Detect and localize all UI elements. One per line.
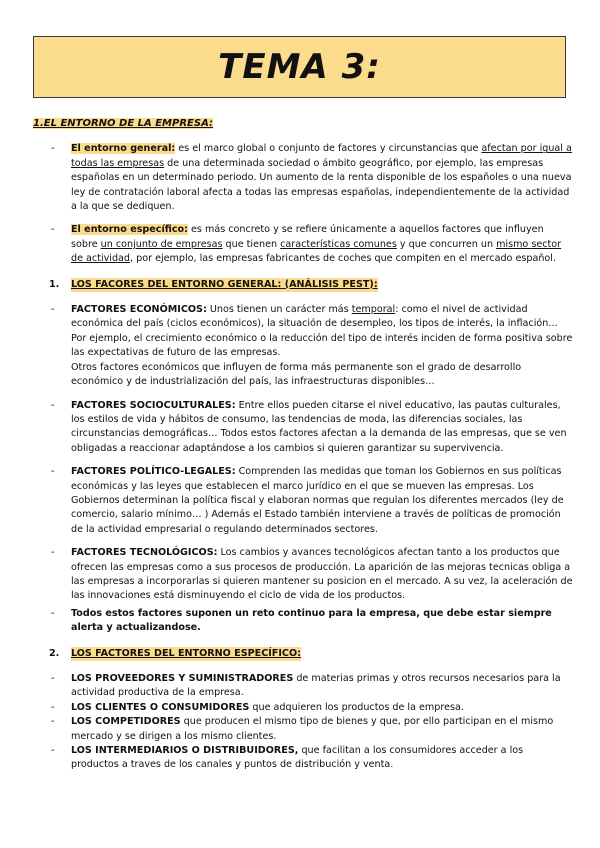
section-3-list [33,672,573,773]
list-item: - FACTORES TECNOLÓGICOS: Los cambios y avances tecnológicos afectan tanto a los productos que ofrecen las empresas como a sus procesos de producción. La aparición de las mejoras tecnicas obliga a las empresas a incorporarlas si quieren mantener su posicion en el mercado. A su vez, la aceleración de las innovaciones está disminuyendo el ciclo de vida de los productos. [51,547,573,602]
list-item: - FACTORES POLÍTICO-LEGALES: Comprenden las medidas que toman los Gobiernos en sus políticas económicas y las leyes que establecen el marco jurídico en el que se mueven las empresas. Los Gobiernos determinan la política fiscal y elaboran normas que regulan los diferentes mercados (ley de comercio, salario mínimo… ) Además el Estado también interviene a través de políticas de promoción de la actividad empresarial o regulando determinados sectores. [51,466,564,535]
list-item: - LOS PROVEEDORES Y SUMINISTRADORES de materias primas y otros recursos necesarios para la actividad productiva de la empresa. [51,673,561,699]
list-item: - Todos estos factores suponen un reto continuo para la empresa, que debe estar siempre alerta y actualizandose. [51,607,552,634]
section-2-heading: 1. LOS FACORES DEL ENTORNO GENERAL: (ANÁLISIS PEST): [49,278,573,292]
document-body [33,117,573,773]
title-banner [33,36,566,98]
section-1-list [33,142,573,266]
list-item: - El entorno general: es el marco global o conjunto de factores y circunstancias que afectan por igual a todas las empresas de una determinada sociedad o ámbito geográfico, por ejemplo, las empresas españolas en un determinado periodo. Un aumento de la renta disponible de los españoles o una nueva ley de contratación laboral afecta a todas las empresas españolas, independientemente de la actividad a la que se dediquen. [51,143,572,213]
list-item: - FACTORES ECONÓMICOS: Unos tienen un carácter más temporal: como el nivel de actividad económica del país (ciclos económicos), la situación de desempleo, los tipos de interés, la inflación… Por ejemplo, el crecimiento económico o la reducción del tipo de interés inciden de forma positiva sobre las expectativas de futuro de las empresas. Otros factores económicos que influyen de forma más permanente son el grado de desarrollo económico y de industrialización del país, las infraestructuras disponibles… [51,304,573,388]
list-item: - FACTORES SOCIOCULTURALES: Entre ellos pueden citarse el nivel educativo, las pautas culturales, los estilos de vida y hábitos de consumo, las tendencias de moda, las diferencias sociales, las circunstancias demográficas… Todos estos factores afectan a la demanda de las empresas, que se ven obligadas a reaccionar adaptándose a los cambios si quieren garantizar su supervivencia. [51,399,567,454]
list-item: - LOS CLIENTES O CONSUMIDORES que adquieren los productos de la empresa. [51,701,464,713]
section-1-heading: 1.EL ENTORNO DE LA EMPRESA: [33,118,213,129]
section-2-list [33,303,573,636]
page-title: TEMA 3: [218,47,381,87]
list-item: - El entorno específico: es más concreto y se refiere únicamente a aquellos factores que influyen sobre un conjunto de empresas que tienen características comunes y que concurren un mismo sector de actividad, por ejemplo, las empresas fabricantes de coches que compiten en el mercado español. [51,224,562,265]
list-item: - LOS INTERMEDIARIOS O DISTRIBUIDORES, que facilitan a los consumidores acceder a los productos a traves de los canales y puntos de distribución y venta. [51,745,524,771]
list-item: - LOS COMPETIDORES que producen el mismo tipo de bienes y que, por ello participan en el mismo mercado y se dirigen a los mismo clientes. [51,716,554,742]
section-3-heading: 2. LOS FACTORES DEL ENTORNO ESPECÍFICO: [49,647,573,661]
